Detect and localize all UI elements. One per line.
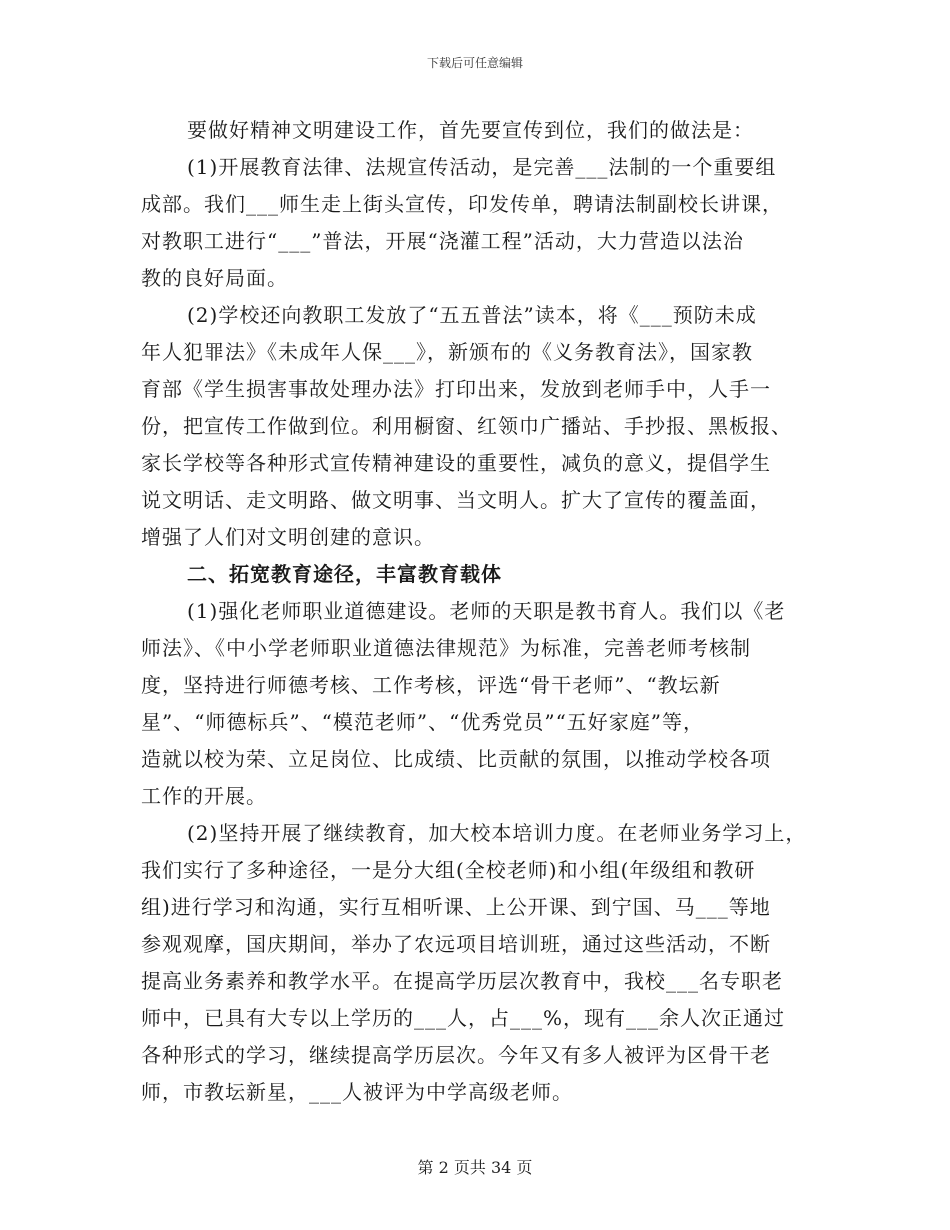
paragraph-line: 我们实行了多种途径，一是分大组(全校老师)和小组(年级组和教研 — [141, 858, 756, 882]
paragraph-line: (2)坚持开展了继续教育，加大校本培训力度。在老师业务学习上， — [187, 821, 807, 845]
paragraph-line: 要做好精神文明建设工作，首先要宣传到位，我们的做法是： — [187, 118, 754, 142]
paragraph-line: 星”、“师德标兵”、“模范老师”、“优秀党员”“五好家庭”等， — [141, 710, 705, 734]
paragraph-line: 师中，已具有大专以上学历的___人，占___%，现有___余人次正通过 — [141, 1006, 786, 1030]
paragraph-line: 家长学校等各种形式宣传精神建设的重要性，减负的意义，提倡学生 — [141, 451, 771, 475]
paragraph-line: 度，坚持进行师德考核、工作考核，评选“骨干老师”、“教坛新 — [141, 673, 721, 697]
section-heading: 二、拓宽教育途径，丰富教育载体 — [187, 562, 502, 586]
paragraph-line: (1)开展教育法律、法规宣传活动，是完善___法制的一个重要组 — [187, 155, 777, 179]
page-footer: 第 2 页共 34 页 — [417, 1158, 533, 1177]
paragraph-line: 造就以校为荣、立足岗位、比成绩、比贡献的氛围，以推动学校各项 — [141, 747, 771, 771]
document-body — [141, 112, 821, 1111]
paragraph-line: 对教职工进行“___”普法，开展“浇灌工程”活动，大力营造以法治 — [141, 229, 744, 253]
paragraph-line: 工作的开展。 — [141, 784, 267, 808]
paragraph-line: 成部。我们___师生走上街头宣传，印发传单，聘请法制副校长讲课， — [141, 192, 783, 216]
paragraph-line: (1)强化老师职业道德建设。老师的天职是教书育人。我们以《老 — [187, 599, 786, 623]
paragraph-line: 提高业务素养和教学水平。在提高学历层次教育中，我校___名专职老 — [141, 969, 783, 993]
paragraph-line: 师法》、《中小学老师职业道德法律规范》为标准，完善老师考核制 — [141, 636, 751, 660]
paragraph-line: 教的良好局面。 — [141, 266, 288, 290]
paragraph-line: 说文明话、走文明路、做文明事、当文明人。扩大了宣传的覆盖面， — [141, 488, 771, 512]
paragraph-line: 各种形式的学习，继续提高学历层次。今年又有多人被评为区骨干老 — [141, 1043, 771, 1067]
paragraph-line: 师，市教坛新星，___人被评为中学高级老师。 — [141, 1080, 573, 1104]
paragraph-line: 份，把宣传工作做到位。利用橱窗、红领巾广播站、手抄报、黑板报、 — [141, 414, 792, 438]
paragraph-line: 年人犯罪法》《未成年人保___》，新颁布的《义务教育法》，国家教 — [141, 340, 753, 364]
paragraph-line: (2)学校还向教职工发放了“五五普法”读本，将《___预防未成 — [187, 303, 757, 327]
page-header: 下载后可任意编辑 — [426, 56, 523, 70]
paragraph-line: 育部《学生损害事故处理办法》打印出来，发放到老师手中，人手一 — [141, 377, 771, 401]
paragraph-line: 组)进行学习和沟通，实行互相听课、上公开课、到宁国、马___等地 — [141, 895, 771, 919]
paragraph-line: 增强了人们对文明创建的意识。 — [141, 525, 435, 549]
paragraph-line: 参观观摩，国庆期间，举办了农远项目培训班，通过这些活动，不断 — [141, 932, 771, 956]
